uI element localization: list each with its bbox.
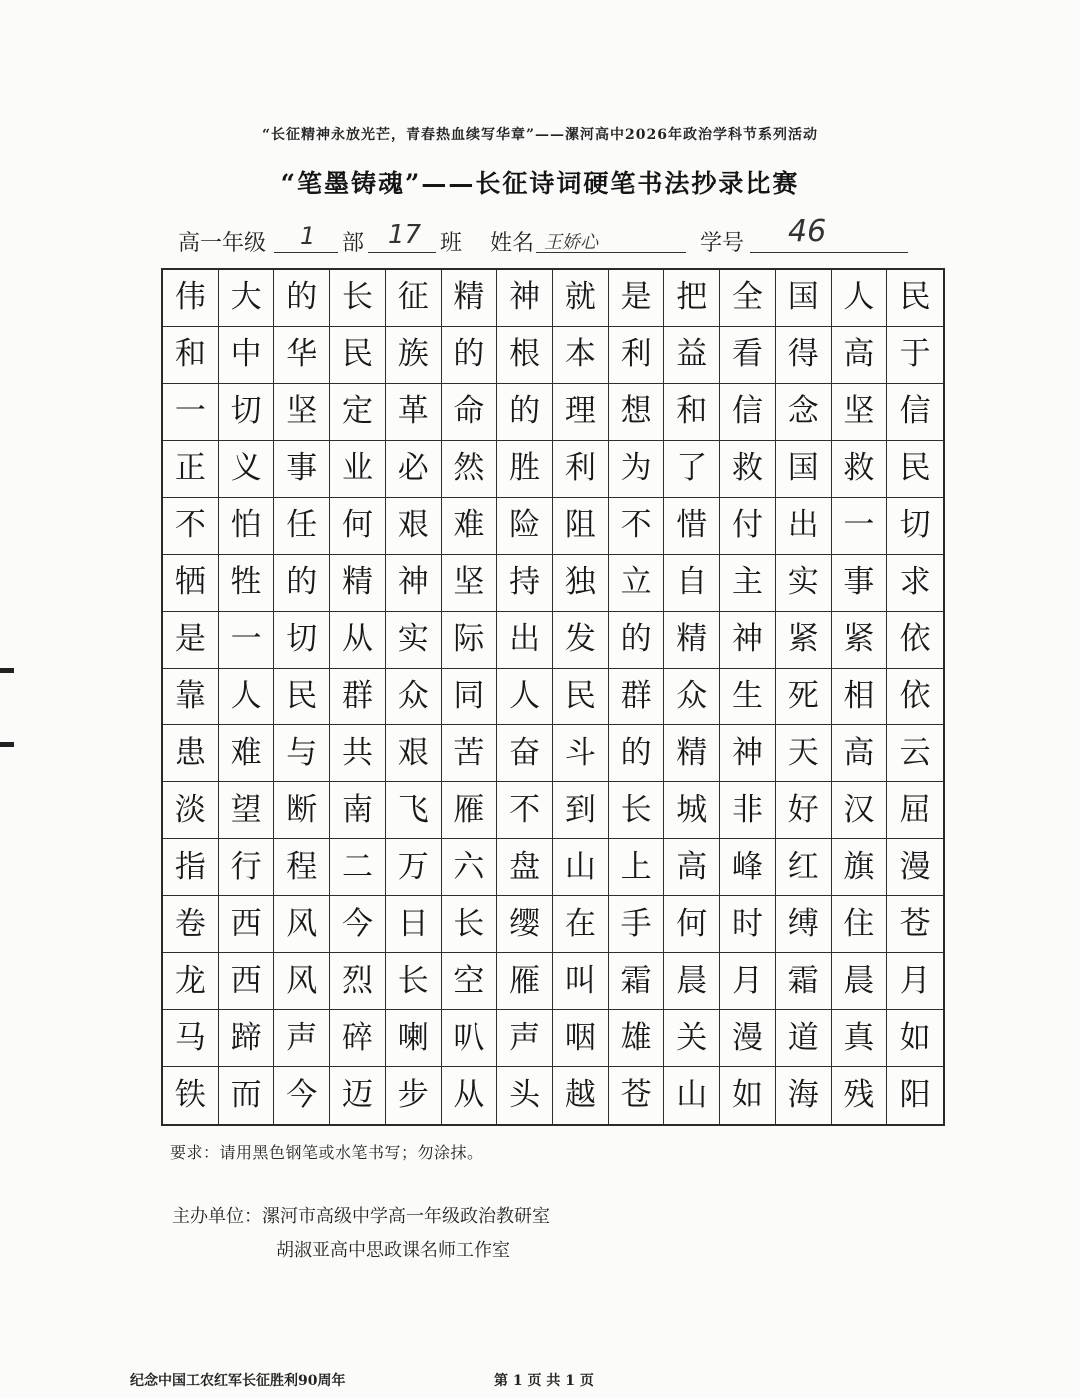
name-handwritten-value: 王娇心 — [544, 232, 598, 253]
grid-cell: 苦 — [442, 725, 498, 782]
student-info-row — [178, 214, 918, 262]
grid-cell: 今 — [330, 896, 386, 953]
grid-cell: 同 — [442, 669, 498, 726]
grid-cell: 铁 — [163, 1067, 219, 1124]
grid-cell: 越 — [553, 1067, 609, 1124]
grid-cell: 的 — [609, 612, 665, 669]
grid-cell: 残 — [832, 1067, 888, 1124]
grid-cell: 大 — [219, 270, 275, 327]
footer-commemoration: 纪念中国工农红军长征胜利90周年 — [130, 1373, 346, 1389]
grid-cell: 主 — [720, 555, 776, 612]
grid-cell: 自 — [664, 555, 720, 612]
grid-cell: 雁 — [442, 782, 498, 839]
dept-label: 部 — [342, 231, 365, 256]
grid-cell: 高 — [832, 327, 888, 384]
grid-cell: 切 — [219, 384, 275, 441]
grid-cell: 际 — [442, 612, 498, 669]
grid-cell: 长 — [609, 782, 665, 839]
grid-cell: 天 — [776, 725, 832, 782]
grid-cell: 伟 — [163, 270, 219, 327]
grid-cell: 日 — [386, 896, 442, 953]
grid-cell: 想 — [609, 384, 665, 441]
calligraphy-grid — [161, 268, 945, 1126]
grid-cell: 月 — [720, 953, 776, 1010]
grid-cell: 从 — [330, 612, 386, 669]
grid-cell: 坚 — [274, 384, 330, 441]
grid-cell: 海 — [776, 1067, 832, 1124]
page-edge-mark — [0, 742, 14, 747]
grid-cell: 从 — [442, 1067, 498, 1124]
grid-cell: 众 — [386, 669, 442, 726]
grid-cell: 长 — [442, 896, 498, 953]
grid-cell: 独 — [553, 555, 609, 612]
grid-cell: 斗 — [553, 725, 609, 782]
grid-cell: 切 — [274, 612, 330, 669]
grid-cell: 于 — [887, 327, 943, 384]
organizer-name-1: 漯河市高级中学高一年级政治教研室 — [262, 1206, 550, 1227]
page-edge-mark — [0, 668, 14, 673]
writing-requirement: 要求：请用黑色钢笔或水笔书写；勿涂抹。 — [170, 1143, 484, 1162]
grid-cell: 一 — [163, 384, 219, 441]
grid-cell: 雁 — [497, 953, 553, 1010]
class-blank-line — [368, 252, 436, 253]
grid-cell: 高 — [832, 725, 888, 782]
grid-cell: 而 — [219, 1067, 275, 1124]
grid-cell: 民 — [330, 327, 386, 384]
grid-cell: 求 — [887, 555, 943, 612]
grid-cell: 人 — [219, 669, 275, 726]
grid-cell: 和 — [664, 384, 720, 441]
grid-cell: 的 — [274, 555, 330, 612]
grid-cell: 根 — [497, 327, 553, 384]
grid-cell: 住 — [832, 896, 888, 953]
organizer-block — [172, 1200, 550, 1268]
grid-cell: 迈 — [330, 1067, 386, 1124]
grid-cell: 是 — [609, 270, 665, 327]
grid-cell: 中 — [219, 327, 275, 384]
grid-cell: 风 — [274, 953, 330, 1010]
grid-cell: 上 — [609, 839, 665, 896]
grid-cell: 神 — [720, 725, 776, 782]
grid-cell: 怕 — [219, 498, 275, 555]
grid-cell: 手 — [609, 896, 665, 953]
grid-cell: 漫 — [720, 1010, 776, 1067]
grid-cell: 事 — [832, 555, 888, 612]
grid-cell: 蹄 — [219, 1010, 275, 1067]
grid-cell: 死 — [776, 669, 832, 726]
grid-cell: 二 — [330, 839, 386, 896]
grid-cell: 长 — [386, 953, 442, 1010]
grid-cell: 碎 — [330, 1010, 386, 1067]
grid-cell: 卷 — [163, 896, 219, 953]
grid-cell: 望 — [219, 782, 275, 839]
grid-cell: 真 — [832, 1010, 888, 1067]
grid-cell: 山 — [664, 1067, 720, 1124]
grid-cell: 空 — [442, 953, 498, 1010]
grid-cell: 把 — [664, 270, 720, 327]
grid-cell: 众 — [664, 669, 720, 726]
grid-cell: 何 — [664, 896, 720, 953]
grid-cell: 龙 — [163, 953, 219, 1010]
grid-cell: 义 — [219, 441, 275, 498]
grid-cell: 晨 — [832, 953, 888, 1010]
grid-cell: 关 — [664, 1010, 720, 1067]
grid-cell: 苍 — [887, 896, 943, 953]
grid-cell: 国 — [776, 441, 832, 498]
grid-cell: 益 — [664, 327, 720, 384]
grid-cell: 民 — [553, 669, 609, 726]
grid-cell: 的 — [609, 725, 665, 782]
grid-cell: 烈 — [330, 953, 386, 1010]
grid-cell: 靠 — [163, 669, 219, 726]
grid-cell: 人 — [832, 270, 888, 327]
grid-cell: 精 — [664, 612, 720, 669]
grid-cell: 声 — [497, 1010, 553, 1067]
grid-cell: 汉 — [832, 782, 888, 839]
grid-cell: 与 — [274, 725, 330, 782]
grid-cell: 切 — [887, 498, 943, 555]
grid-cell: 理 — [553, 384, 609, 441]
grid-cell: 群 — [609, 669, 665, 726]
grid-cell: 命 — [442, 384, 498, 441]
grid-cell: 定 — [330, 384, 386, 441]
grid-cell: 高 — [664, 839, 720, 896]
grid-cell: 牺 — [163, 555, 219, 612]
grid-cell: 本 — [553, 327, 609, 384]
grid-cell: 依 — [887, 669, 943, 726]
grid-cell: 救 — [832, 441, 888, 498]
grid-cell: 指 — [163, 839, 219, 896]
grid-cell: 立 — [609, 555, 665, 612]
grid-cell: 紧 — [832, 612, 888, 669]
grid-cell: 利 — [609, 327, 665, 384]
grid-cell: 旗 — [832, 839, 888, 896]
grid-cell: 国 — [776, 270, 832, 327]
grid-cell: 缚 — [776, 896, 832, 953]
grid-cell: 断 — [274, 782, 330, 839]
grid-cell: 万 — [386, 839, 442, 896]
grid-cell: 信 — [720, 384, 776, 441]
grid-cell: 民 — [887, 441, 943, 498]
grid-cell: 人 — [497, 669, 553, 726]
dept-blank-line — [274, 252, 338, 253]
grid-cell: 非 — [720, 782, 776, 839]
grid-cell: 为 — [609, 441, 665, 498]
class-label: 班 — [440, 231, 463, 256]
grid-cell: 叫 — [553, 953, 609, 1010]
grid-cell: 喇 — [386, 1010, 442, 1067]
grid-cell: 和 — [163, 327, 219, 384]
grid-cell: 神 — [497, 270, 553, 327]
grid-cell: 程 — [274, 839, 330, 896]
dept-handwritten-value: 1 — [300, 222, 316, 250]
grid-cell: 艰 — [386, 498, 442, 555]
grid-cell: 云 — [887, 725, 943, 782]
grid-cell: 六 — [442, 839, 498, 896]
grid-cell: 山 — [553, 839, 609, 896]
grid-cell: 不 — [609, 498, 665, 555]
grid-cell: 实 — [386, 612, 442, 669]
grid-cell: 霜 — [776, 953, 832, 1010]
grid-cell: 不 — [163, 498, 219, 555]
grid-cell: 看 — [720, 327, 776, 384]
grid-cell: 头 — [497, 1067, 553, 1124]
grid-cell: 的 — [274, 270, 330, 327]
grid-cell: 一 — [219, 612, 275, 669]
grid-cell: 行 — [219, 839, 275, 896]
grid-cell: 南 — [330, 782, 386, 839]
grid-cell: 任 — [274, 498, 330, 555]
grid-cell: 患 — [163, 725, 219, 782]
grid-cell: 民 — [274, 669, 330, 726]
grid-cell: 城 — [664, 782, 720, 839]
grid-cell: 信 — [887, 384, 943, 441]
id-blank-line — [750, 252, 908, 253]
grid-cell: 利 — [553, 441, 609, 498]
grid-cell: 难 — [442, 498, 498, 555]
grid-cell: 事 — [274, 441, 330, 498]
grid-cell: 神 — [720, 612, 776, 669]
grid-cell: 华 — [274, 327, 330, 384]
grid-cell: 西 — [219, 896, 275, 953]
grid-cell: 屈 — [887, 782, 943, 839]
grid-cell: 缨 — [497, 896, 553, 953]
grid-cell: 了 — [664, 441, 720, 498]
grid-cell: 艰 — [386, 725, 442, 782]
grid-cell: 精 — [664, 725, 720, 782]
grid-cell: 月 — [887, 953, 943, 1010]
grid-cell: 精 — [330, 555, 386, 612]
grid-cell: 险 — [497, 498, 553, 555]
id-handwritten-value: 46 — [788, 214, 827, 249]
grid-cell: 马 — [163, 1010, 219, 1067]
grid-cell: 群 — [330, 669, 386, 726]
grid-cell: 坚 — [442, 555, 498, 612]
grid-cell: 叭 — [442, 1010, 498, 1067]
grid-cell: 阻 — [553, 498, 609, 555]
activity-subtitle: “长征精神永放光芒，青春热血续写华章”——漯河高中2026年政治学科节系列活动 — [261, 127, 819, 143]
grid-cell: 实 — [776, 555, 832, 612]
grid-cell: 声 — [274, 1010, 330, 1067]
grid-cell: 长 — [330, 270, 386, 327]
grid-cell: 道 — [776, 1010, 832, 1067]
grid-cell: 一 — [832, 498, 888, 555]
grid-cell: 神 — [386, 555, 442, 612]
grid-cell: 苍 — [609, 1067, 665, 1124]
grid-cell: 念 — [776, 384, 832, 441]
grid-cell: 的 — [497, 384, 553, 441]
grid-cell: 咽 — [553, 1010, 609, 1067]
grid-cell: 峰 — [720, 839, 776, 896]
grid-cell: 的 — [442, 327, 498, 384]
grid-cell: 必 — [386, 441, 442, 498]
grid-cell: 依 — [887, 612, 943, 669]
grid-cell: 何 — [330, 498, 386, 555]
grid-cell: 出 — [776, 498, 832, 555]
grid-cell: 征 — [386, 270, 442, 327]
organizer-line-1 — [172, 1200, 550, 1234]
grid-cell: 如 — [887, 1010, 943, 1067]
grid-cell: 今 — [274, 1067, 330, 1124]
grid-cell: 精 — [442, 270, 498, 327]
grid-cell: 难 — [219, 725, 275, 782]
grid-cell: 业 — [330, 441, 386, 498]
grid-cell: 步 — [386, 1067, 442, 1124]
grid-cell: 是 — [163, 612, 219, 669]
competition-title: “笔墨铸魂”——长征诗词硬笔书法抄录比赛 — [280, 169, 800, 198]
grid-cell: 不 — [497, 782, 553, 839]
grid-cell: 风 — [274, 896, 330, 953]
grid-cell: 在 — [553, 896, 609, 953]
grid-cell: 民 — [887, 270, 943, 327]
grid-cell: 淡 — [163, 782, 219, 839]
grid-cell: 好 — [776, 782, 832, 839]
grid-cell: 发 — [553, 612, 609, 669]
grid-cell: 共 — [330, 725, 386, 782]
grid-cell: 胜 — [497, 441, 553, 498]
grid-cell: 革 — [386, 384, 442, 441]
organizer-label: 主办单位： — [172, 1206, 262, 1227]
grid-cell: 雄 — [609, 1010, 665, 1067]
grid-cell: 全 — [720, 270, 776, 327]
grid-cell: 如 — [720, 1067, 776, 1124]
grid-cell: 持 — [497, 555, 553, 612]
name-label: 姓名 — [490, 231, 535, 256]
grid-cell: 相 — [832, 669, 888, 726]
class-handwritten-value: 17 — [388, 220, 422, 250]
grid-cell: 就 — [553, 270, 609, 327]
grid-cell: 族 — [386, 327, 442, 384]
grid-cell: 然 — [442, 441, 498, 498]
grid-cell: 惜 — [664, 498, 720, 555]
grid-cell: 西 — [219, 953, 275, 1010]
grid-cell: 红 — [776, 839, 832, 896]
grid-cell: 救 — [720, 441, 776, 498]
organizer-name-2: 胡淑亚高中思政课名师工作室 — [276, 1240, 510, 1261]
grid-cell: 阳 — [899, 1077, 931, 1114]
footer-page-number: 第 1 页 共 1 页 — [494, 1373, 594, 1389]
grid-cell: 出 — [497, 612, 553, 669]
grid-cell: 时 — [720, 896, 776, 953]
grid-cell: 付 — [720, 498, 776, 555]
grid-cell: 漫 — [887, 839, 943, 896]
grid-cell: 正 — [163, 441, 219, 498]
grid-cell: 紧 — [776, 612, 832, 669]
grid-cell: 飞 — [386, 782, 442, 839]
grid-cell: 到 — [553, 782, 609, 839]
grid-cell: 得 — [776, 327, 832, 384]
grid-cell: 奋 — [497, 725, 553, 782]
grid-cell: 坚 — [832, 384, 888, 441]
grid-cell: 牲 — [219, 555, 275, 612]
id-label: 学号 — [700, 231, 745, 256]
grade-label: 高一年级 — [178, 231, 267, 256]
grid-cell: 霜 — [609, 953, 665, 1010]
grid-cell: 晨 — [664, 953, 720, 1010]
grid-cell: 盘 — [497, 839, 553, 896]
grid-cell: 生 — [720, 669, 776, 726]
